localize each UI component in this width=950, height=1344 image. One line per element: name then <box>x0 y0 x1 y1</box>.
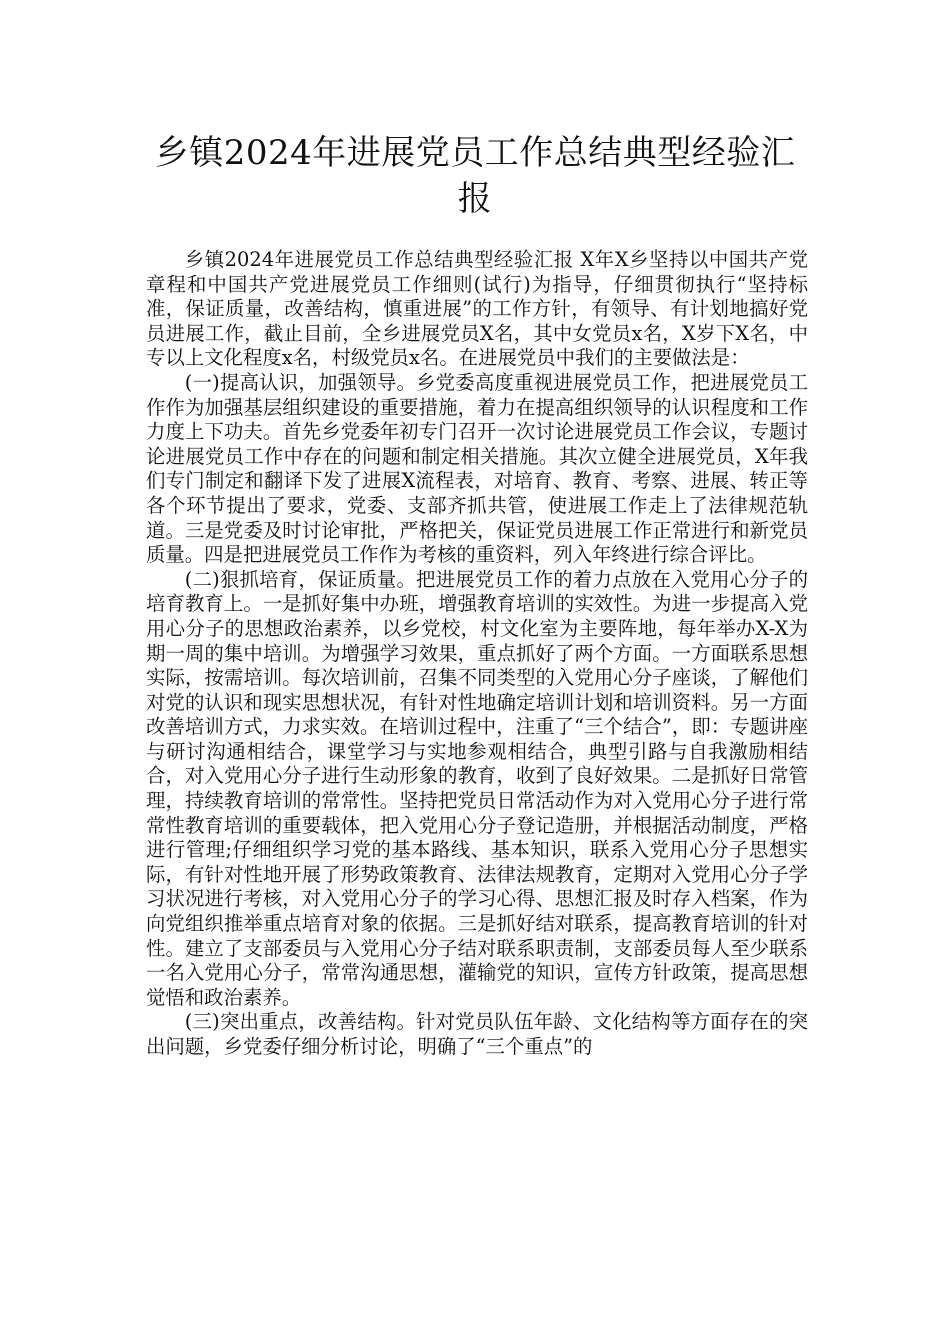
document-body <box>146 248 808 1060</box>
body-paragraph-section-1: (一)提高认识，加强领导。乡党委高度重视进展党员工作，把进展党员工作作为加强基层组织建设的重要措施，着力在提高组织领导的认识程度和工作力度上下功夫。首先乡党委年初专门召开一次讨论进展党员工作会议，专题讨论进展党员工作中存在的问题和制定相关措施。其次立健全进展党员，X年我们专门制定和翻译下发了进展X流程表，对培育、教育、考察、进展、转正等各个环节提出了要求，党委、支部齐抓共管，使进展工作走上了法律规范轨道。三是党委及时讨论审批，严格把关，保证党员进展工作正常进行和新党员质量。四是把进展党员工作作为考核的重资料，列入年终进行综合评比。 <box>146 370 808 567</box>
body-paragraph-intro: 乡镇2024年进展党员工作总结典型经验汇报 X年X乡坚持以中国共产党章程和中国共产党进展党员工作细则(试行)为指导，仔细贯彻执行“坚持标准，保证质量，改善结构，慎重进展”的工作方针，有领导、有计划地搞好党员进展工作，截止目前，全乡进展党员X名，其中女党员x名，X岁下X名，中专以上文化程度x名，村级党员x名。在进展党员中我们的主要做法是： <box>146 248 808 370</box>
document-title: 乡镇2024年进展党员工作总结典型经验汇报 <box>154 133 796 219</box>
body-paragraph-section-2: (二)狠抓培育，保证质量。把进展党员工作的着力点放在入党用心分子的培育教育上。一是抓好集中办班，增强教育培训的实效性。为进一步提高入党用心分子的思想政治素养，以乡党校，村文化室为主要阵地，每年举办X-X为期一周的集中培训。为增强学习效果，重点抓好了两个方面。一方面联系思想实际，按需培训。每次培训前，召集不同类型的入党用心分子座谈，了解他们对党的认识和现实思想状况，有针对性地确定培训计划和培训资料。另一方面改善培训方式，力求实效。在培训过程中，注重了“三个结合”，即：专题讲座与研讨沟通相结合，课堂学习与实地参观相结合，典型引路与自我激励相结合，对入党用心分子进行生动形象的教育，收到了良好效果。二是抓好日常管理，持续教育培训的常常性。坚持把党员日常活动作为对入党用心分子进行常常性教育培训的重要载体，把入党用心分子登记造册，并根据活动制度，严格进行管理;仔细组织学习党的基本路线、基本知识，联系入党用心分子思想实际，有针对性地开展了形势政策教育、法律法规教育，定期对入党用心分子学习状况进行考核，对入党用心分子的学习心得、思想汇报及时存入档案，作为向党组织推举重点培育对象的依据。三是抓好结对联系，提高教育培训的针对性。建立了支部委员与入党用心分子结对联系职责制，支部委员每人至少联系一名入党用心分子，常常沟通思想，灌输党的知识，宣传方针政策，提高思想觉悟和政治素养。 <box>146 567 808 1009</box>
body-paragraph-section-3: (三)突出重点，改善结构。针对党员队伍年龄、文化结构等方面存在的突出问题，乡党委仔细分析讨论，明确了“三个重点”的 <box>146 1010 808 1058</box>
